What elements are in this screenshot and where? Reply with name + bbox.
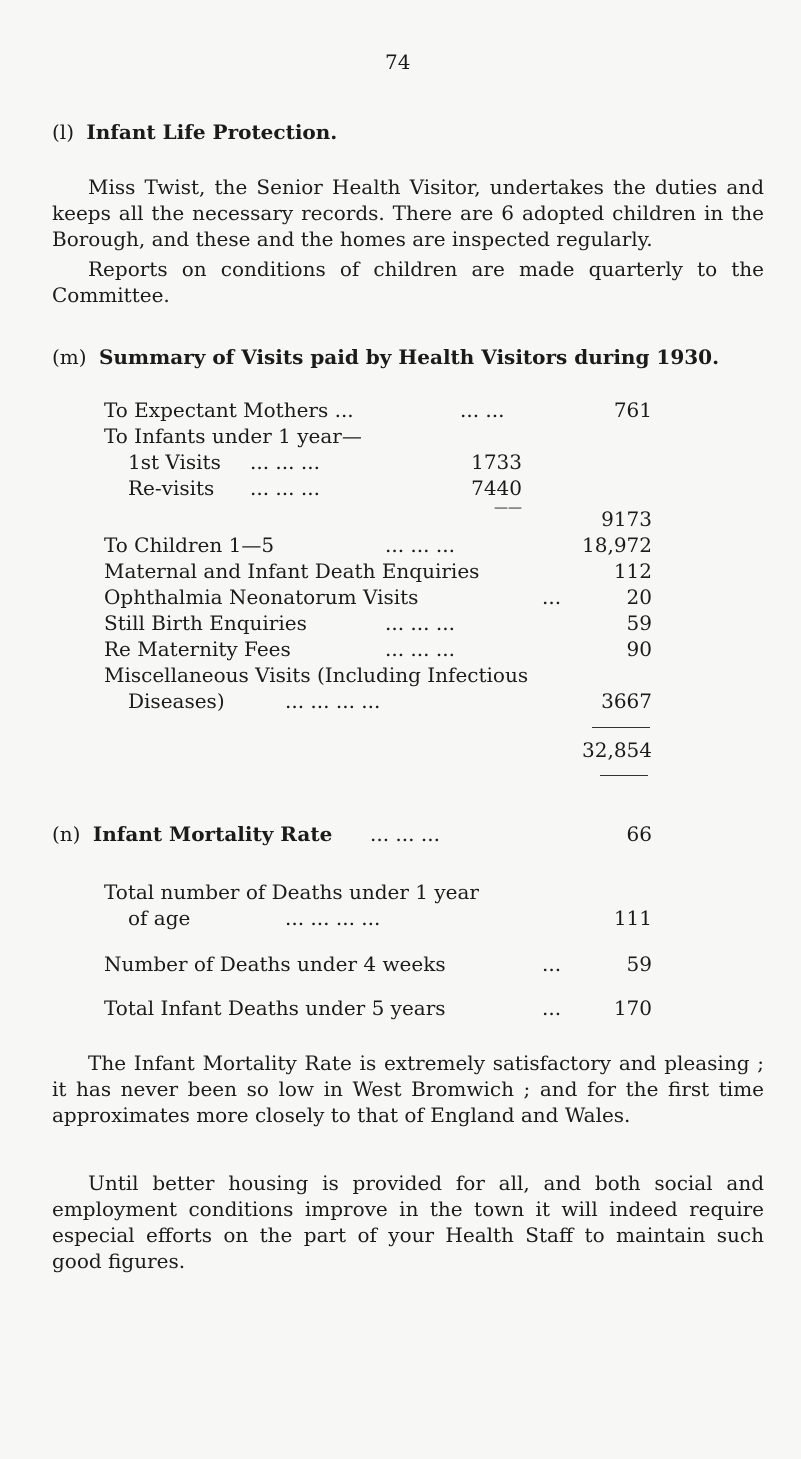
visit-row-dots: ... ... ... [385, 533, 455, 557]
section-m-title: Summary of Visits paid by Health Visitors during 1930. [98, 345, 720, 369]
death-row-label: Total Infant Deaths under 5 years [104, 996, 446, 1020]
section-n-paragraph-2: Until better housing is provided for all, and both social and employment conditions improve in the town it will indeed require especial efforts on the part of your Health Staff to maintain such good figures. [52, 1171, 764, 1273]
visit-row-label: To Expectant Mothers ... [104, 398, 354, 422]
section-n-title: Infant Mortality Rate [92, 822, 333, 846]
section-m-label: (m) [52, 345, 87, 369]
visit-row-label: Ophthalmia Neonatorum Visits [104, 585, 419, 609]
death-row-label: Number of Deaths under 4 weeks [104, 952, 446, 976]
death-row-label: Total number of Deaths under 1 year [104, 880, 479, 904]
section-l-paragraph-2: Reports on conditions of children are made quarterly to the Committee. [52, 257, 764, 307]
visit-row-sub: 7440 [471, 476, 522, 500]
visit-row-dots: ... ... [460, 398, 505, 422]
visit-row-label: To Children 1—5 [104, 533, 275, 557]
visit-row-total: 761 [613, 398, 652, 422]
grand-total: 32,854 [582, 738, 652, 762]
visit-row-label: To Infants under 1 year— [104, 424, 362, 448]
death-row-value: 170 [613, 996, 652, 1020]
section-l-title: Infant Life Protection. [86, 120, 338, 144]
visit-row-dots: ... [542, 585, 562, 609]
visit-row-label: Still Birth Enquiries [104, 611, 307, 635]
visit-row-label: 1st Visits [128, 450, 221, 474]
section-l-label: (l) [52, 120, 75, 144]
visit-row-label: Miscellaneous Visits (Including Infectious [104, 663, 529, 687]
visit-row-total: 20 [626, 585, 652, 609]
page-number: 74 [385, 50, 411, 74]
death-row-value: 111 [613, 906, 652, 930]
visit-row-total: 18,972 [582, 533, 652, 557]
section-n-dots: ... ... ... [370, 822, 440, 846]
visit-row-dots: ... ... ... [250, 450, 320, 474]
visit-row-total: 59 [626, 611, 652, 635]
visit-row-label: Diseases) [128, 689, 225, 713]
visit-row-total: 112 [613, 559, 652, 583]
visit-row-label: Maternal and Infant Death Enquiries [104, 559, 480, 583]
visit-row-total: 90 [626, 637, 652, 661]
section-m-heading [52, 345, 719, 369]
visit-row-total: 3667 [601, 689, 652, 713]
visit-row-dots: ... ... ... ... [285, 689, 381, 713]
death-row-dots: ... [542, 996, 562, 1020]
death-row-label-cont: of age [128, 906, 191, 930]
section-n-heading [52, 822, 332, 846]
death-row-dots: ... [542, 952, 562, 976]
visit-row-dots: ... ... ... [385, 637, 455, 661]
total-rule-bottom [600, 775, 648, 776]
subtotal-rule: —— [494, 500, 522, 516]
section-n-paragraph-1: The Infant Mortality Rate is extremely satisfactory and pleasing ; it has never been so low in West Bromwich ; and for the first time approximates more closely to that of England and Wales. [52, 1051, 764, 1127]
section-n-label: (n) [52, 822, 81, 846]
visit-row-dots: ... ... ... [385, 611, 455, 635]
visit-row-total: 9173 [601, 507, 652, 531]
infant-mortality-rate: 66 [626, 822, 652, 846]
section-l-paragraph-1: Miss Twist, the Senior Health Visitor, undertakes the duties and keeps all the necessary records. There are 6 adopted children in the Borough, and these and the homes are inspected regularly. [52, 175, 764, 251]
visit-row-dots: ... ... ... [250, 476, 320, 500]
total-rule-top [592, 727, 650, 728]
death-row-value: 59 [626, 952, 652, 976]
death-row-dots: ... ... ... ... [285, 906, 381, 930]
section-l-heading [52, 120, 337, 144]
visit-row-label: Re Maternity Fees [104, 637, 291, 661]
visit-row-sub: 1733 [471, 450, 522, 474]
visit-row-label: Re-visits [128, 476, 215, 500]
